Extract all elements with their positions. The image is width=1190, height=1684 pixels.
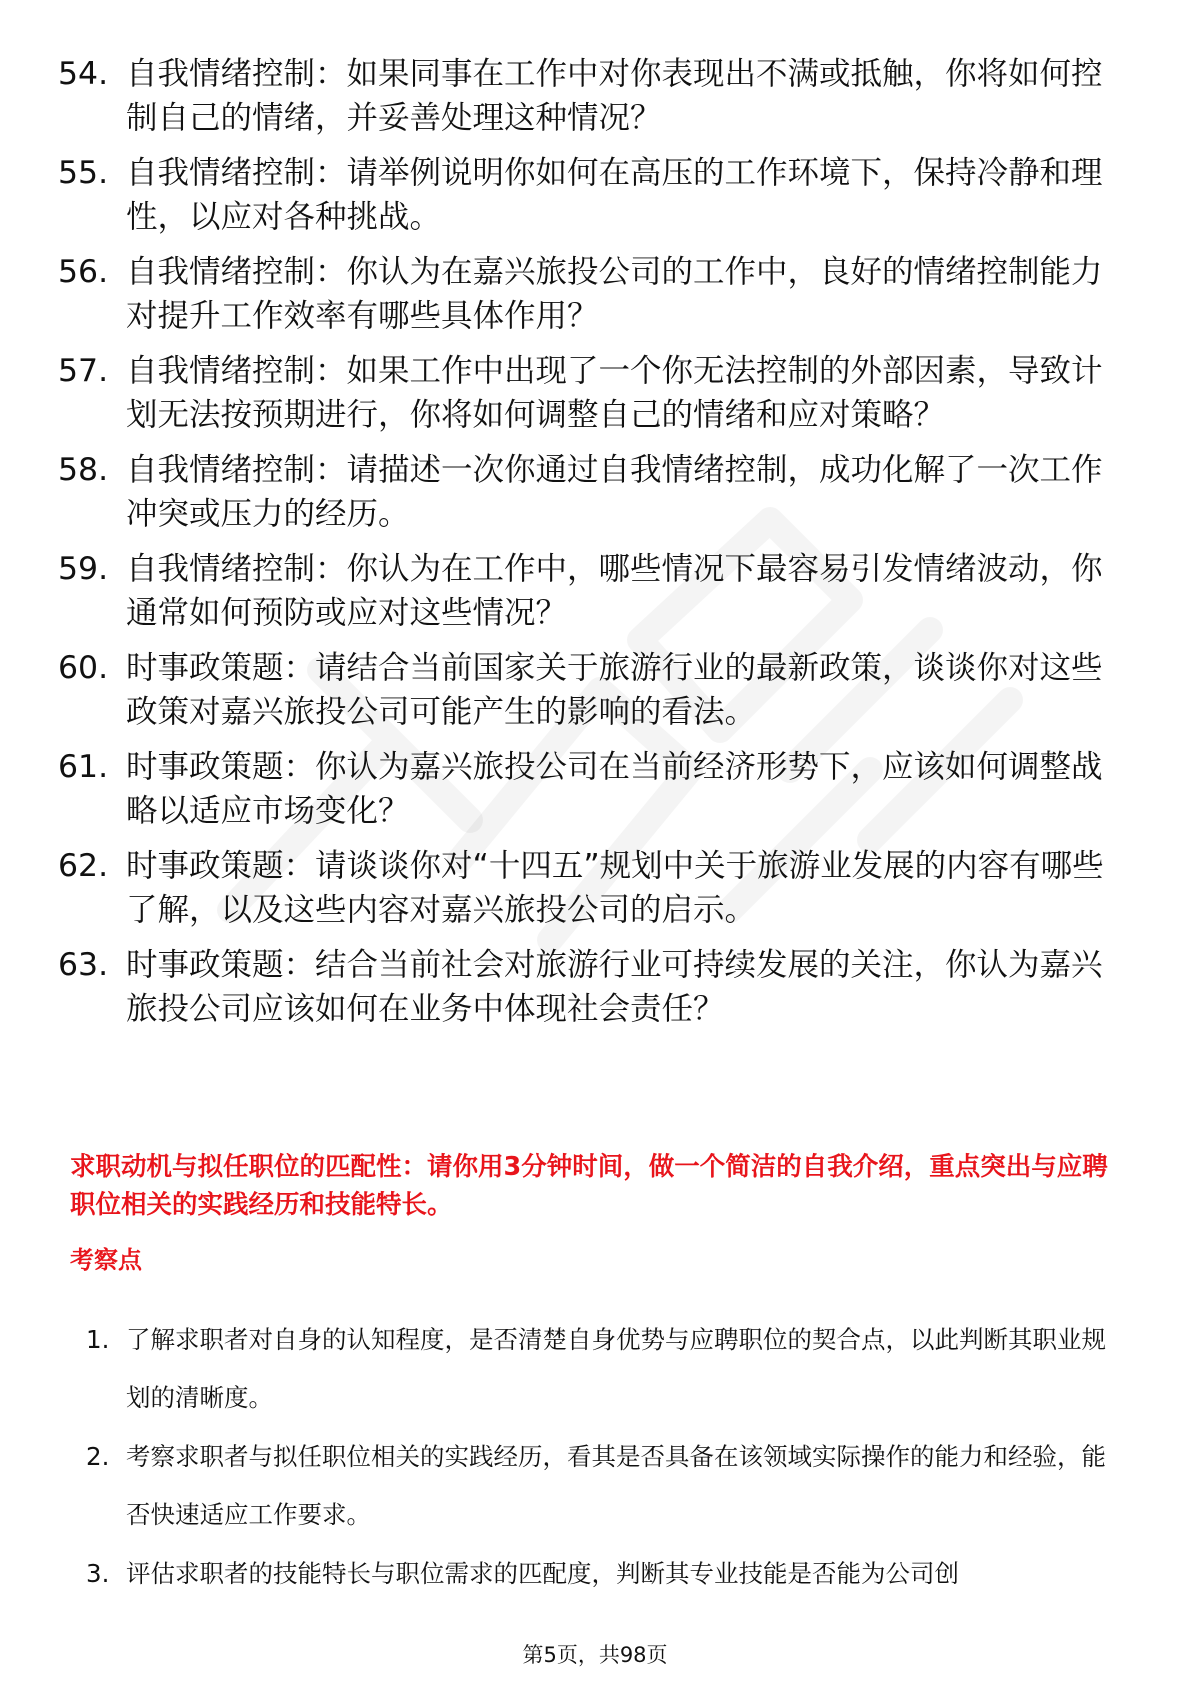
- point-number: 2.: [86, 1442, 110, 1471]
- section-title: 求职动机与拟任职位的匹配性：请你用3分钟时间，做一个简洁的自我介绍，重点突出与应聘职位相关的实践经历和技能特长。: [70, 1152, 1108, 1220]
- key-points-list: [0, 1311, 1190, 1604]
- question-text: 自我情绪控制：请举例说明你如何在高压的工作环境下，保持冷静和理性，以应对各种挑战。: [126, 155, 1103, 235]
- list-item: [0, 1428, 1190, 1544]
- key-points-heading: 考察点: [70, 1246, 142, 1274]
- list-item: [0, 250, 1190, 338]
- question-text: 自我情绪控制：你认为在工作中，哪些情况下最容易引发情绪波动，你通常如何预防或应对这些情况？: [126, 551, 1103, 631]
- question-number: 61.: [58, 749, 109, 785]
- question-number: 57.: [58, 353, 109, 389]
- question-text: 自我情绪控制：如果工作中出现了一个你无法控制的外部因素，导致计划无法按预期进行，你将如何调整自己的情绪和应对策略？: [126, 353, 1103, 433]
- question-number: 60.: [58, 650, 109, 686]
- question-text: 时事政策题：结合当前社会对旅游行业可持续发展的关注，你认为嘉兴旅投公司应该如何在业务中体现社会责任？: [126, 947, 1103, 1027]
- question-text: 自我情绪控制：如果同事在工作中对你表现出不满或抵触，你将如何控制自己的情绪，并妥善处理这种情况？: [126, 56, 1103, 136]
- question-text: 自我情绪控制：你认为在嘉兴旅投公司的工作中，良好的情绪控制能力对提升工作效率有哪些具体作用？: [126, 254, 1103, 334]
- question-text: 时事政策题：你认为嘉兴旅投公司在当前经济形势下，应该如何调整战略以适应市场变化？: [126, 749, 1103, 829]
- list-item: [0, 151, 1190, 239]
- list-item: [0, 1311, 1190, 1427]
- list-item: [0, 547, 1190, 635]
- question-number: 62.: [58, 848, 109, 884]
- question-number: 56.: [58, 254, 109, 290]
- list-item: [0, 349, 1190, 437]
- list-item: [0, 448, 1190, 536]
- question-text: 时事政策题：请结合当前国家关于旅游行业的最新政策，谈谈你对这些政策对嘉兴旅投公司可能产生的影响的看法。: [126, 650, 1103, 730]
- list-item: [0, 943, 1190, 1031]
- question-number: 54.: [58, 56, 109, 92]
- list-item: [0, 1545, 1190, 1603]
- point-text: 了解求职者对自身的认知程度，是否清楚自身优势与应聘职位的契合点，以此判断其职业规划的清晰度。: [126, 1325, 1106, 1412]
- point-number: 3.: [86, 1559, 110, 1588]
- list-item: [0, 745, 1190, 833]
- list-item: [0, 844, 1190, 932]
- page-number-footer: 第5页，共98页: [522, 1643, 668, 1667]
- question-text: 时事政策题：请谈谈你对“十四五”规划中关于旅游业发展的内容有哪些了解，以及这些内容对嘉兴旅投公司的启示。: [126, 848, 1104, 928]
- question-number: 59.: [58, 551, 109, 587]
- list-item: [0, 52, 1190, 140]
- point-text: 评估求职者的技能特长与职位需求的匹配度，判断其专业技能是否能为公司创: [126, 1559, 959, 1588]
- question-list: [0, 52, 1190, 1042]
- question-number: 63.: [58, 947, 109, 983]
- question-number: 55.: [58, 155, 109, 191]
- point-text: 考察求职者与拟任职位相关的实践经历，看其是否具备在该领域实际操作的能力和经验，能否快速适应工作要求。: [126, 1442, 1106, 1529]
- question-text: 自我情绪控制：请描述一次你通过自我情绪控制，成功化解了一次工作冲突或压力的经历。: [126, 452, 1103, 532]
- list-item: [0, 646, 1190, 734]
- point-number: 1.: [86, 1325, 110, 1354]
- question-number: 58.: [58, 452, 109, 488]
